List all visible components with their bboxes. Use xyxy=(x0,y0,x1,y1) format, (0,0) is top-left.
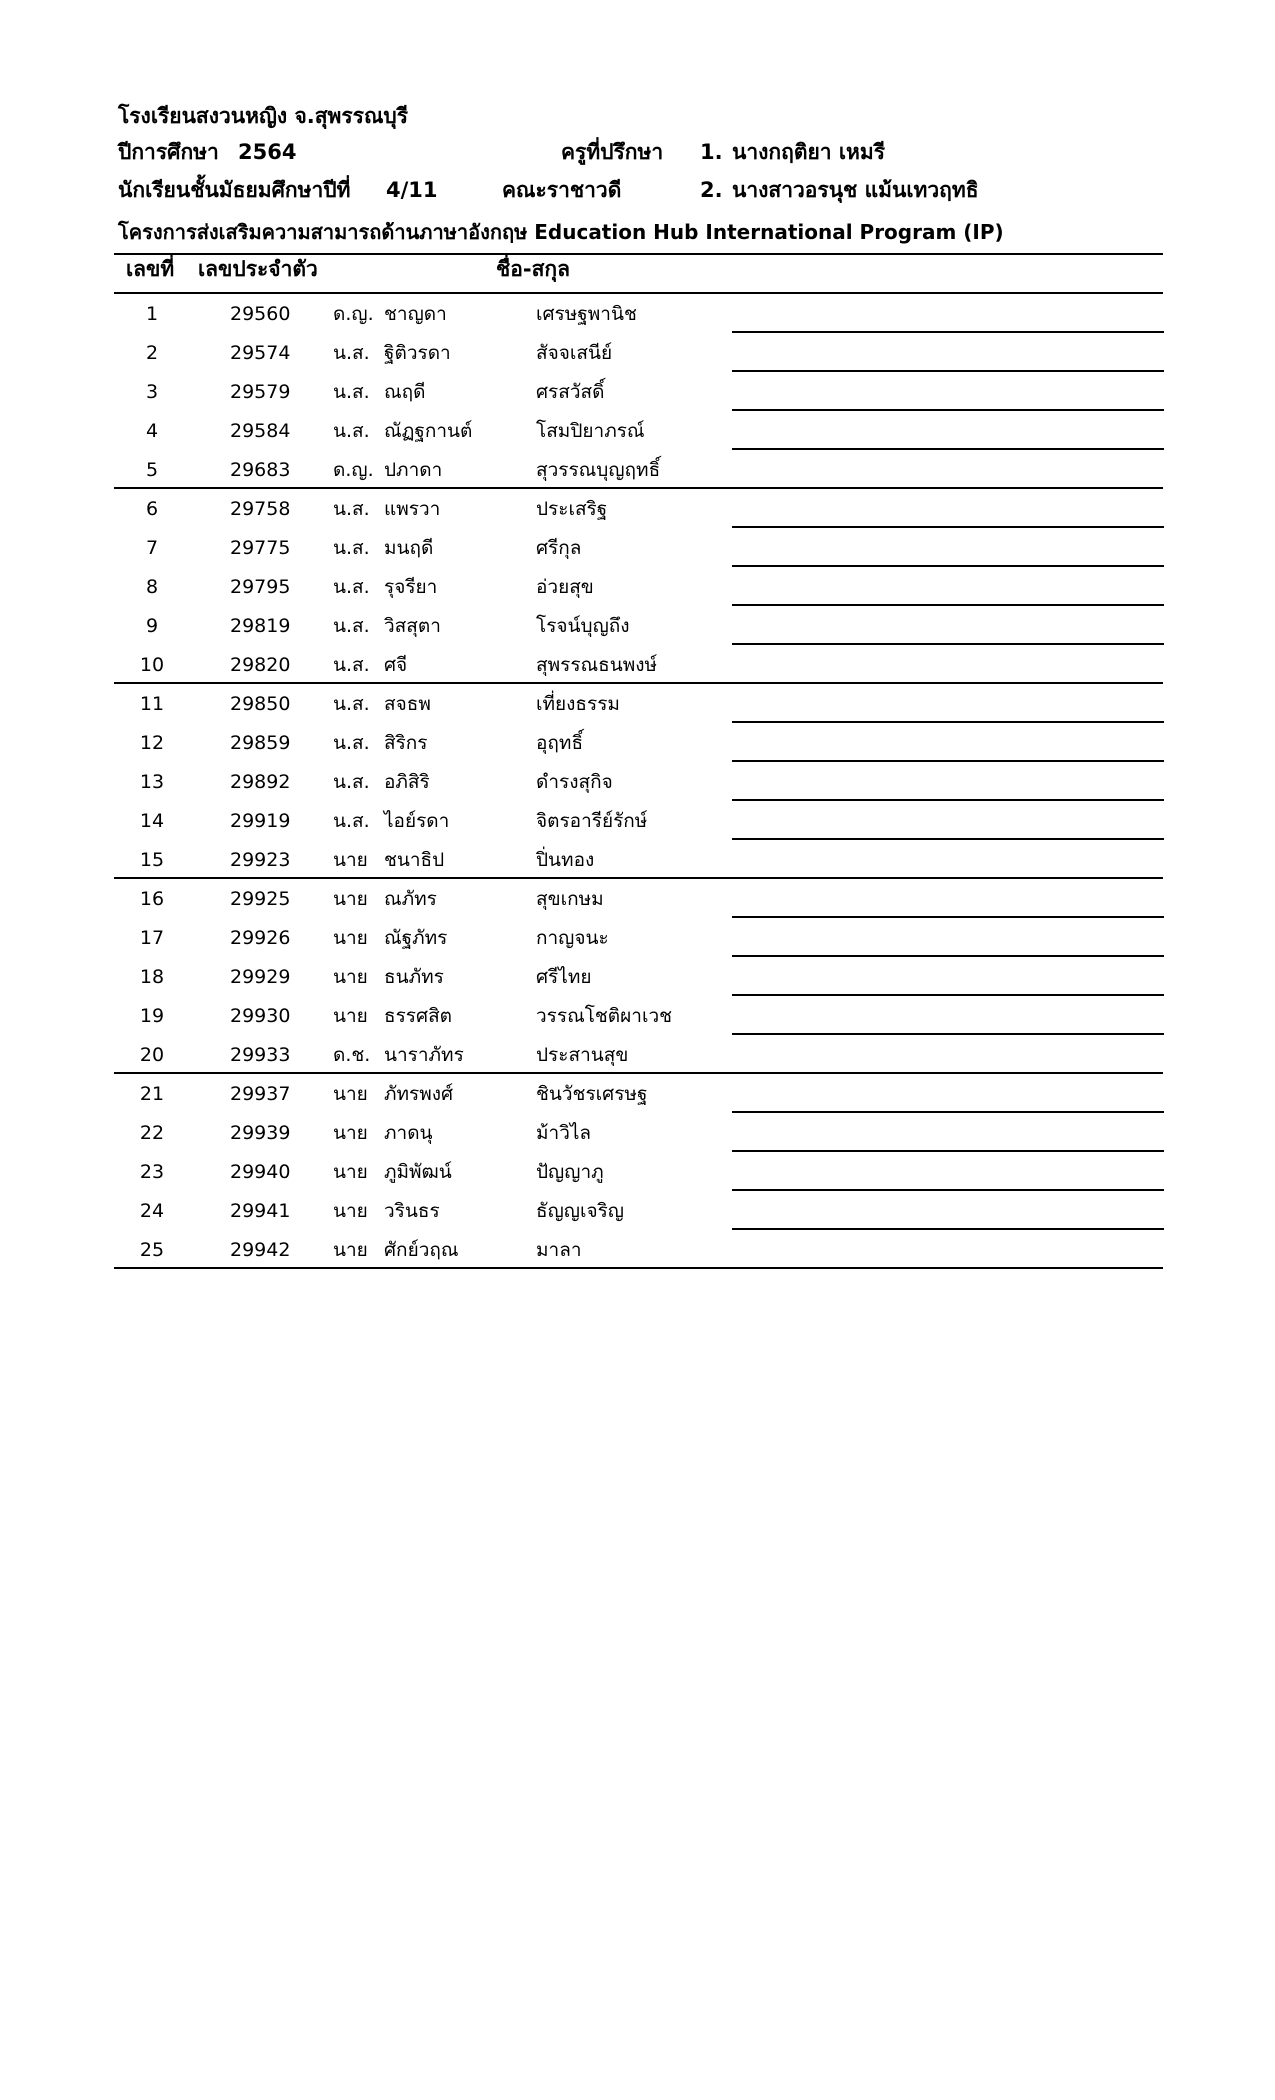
name-prefix: น.ส. xyxy=(333,537,370,559)
first-name: แพรวา xyxy=(384,498,441,520)
student-id: 29937 xyxy=(230,1083,291,1105)
student-id: 29574 xyxy=(230,342,291,364)
first-name: ศจี xyxy=(384,654,408,676)
last-name: ธัญญเจริญ xyxy=(536,1200,624,1222)
last-name: ชินวัชรเศรษฐ xyxy=(536,1083,648,1105)
last-name: สุขเกษม xyxy=(536,888,604,910)
name-prefix: น.ส. xyxy=(333,420,370,442)
faculty-name: คณะราชาวดี xyxy=(502,178,622,202)
row-number: 10 xyxy=(139,654,165,676)
school-name: โรงเรียนสงวนหญิง จ.สุพรรณบุรี xyxy=(118,104,409,128)
advisor-label: ครูที่ปรึกษา xyxy=(561,140,664,164)
last-name: ประเสริฐ xyxy=(536,498,608,520)
table-row xyxy=(0,567,1275,606)
program-title: โครงการส่งเสริมความสามารถด้านภาษาอังกฤษ Education Hub International Program (IP) xyxy=(118,220,1004,244)
name-prefix: น.ส. xyxy=(333,498,370,520)
last-name: ประสานสุข xyxy=(536,1044,629,1066)
table-row xyxy=(0,333,1275,372)
student-id: 29929 xyxy=(230,966,291,988)
column-header-name: ชื่อ-สกุล xyxy=(496,257,570,281)
table-row xyxy=(0,996,1275,1035)
student-id: 29940 xyxy=(230,1161,291,1183)
advisor-1-name: นางกฤติยา เหมรี xyxy=(732,140,886,164)
last-name: อ่วยสุข xyxy=(536,576,594,598)
first-name: วรินธร xyxy=(384,1200,440,1222)
first-name: วิสสุตา xyxy=(384,615,441,637)
name-prefix: น.ส. xyxy=(333,576,370,598)
first-name: ภูมิพัฒน์ xyxy=(384,1161,452,1183)
student-id: 29939 xyxy=(230,1122,291,1144)
row-number: 7 xyxy=(145,537,159,559)
first-name: ปภาดา xyxy=(384,459,443,481)
table-row xyxy=(0,1230,1275,1269)
table-row xyxy=(0,645,1275,684)
last-name: วรรณโชติผาเวช xyxy=(536,1005,673,1027)
first-name: ฐิติวรดา xyxy=(384,342,451,364)
first-name: ภัทรพงศ์ xyxy=(384,1083,454,1105)
student-id: 29925 xyxy=(230,888,291,910)
last-name: ปิ่นทอง xyxy=(536,849,595,871)
last-name: ม้าวิไล xyxy=(536,1122,592,1144)
table-row xyxy=(0,801,1275,840)
table-row xyxy=(0,879,1275,918)
row-number: 2 xyxy=(145,342,159,364)
student-id: 29579 xyxy=(230,381,291,403)
row-number: 18 xyxy=(139,966,165,988)
name-prefix: นาย xyxy=(333,849,368,871)
row-number: 3 xyxy=(145,381,159,403)
student-id: 29584 xyxy=(230,420,291,442)
student-id: 29560 xyxy=(230,303,291,325)
table-row xyxy=(0,957,1275,996)
row-number: 9 xyxy=(145,615,159,637)
table-row xyxy=(0,528,1275,567)
name-prefix: ด.ญ. xyxy=(333,459,374,481)
name-prefix: ด.ญ. xyxy=(333,303,374,325)
class-number: 4/11 xyxy=(386,178,438,202)
table-row xyxy=(0,1191,1275,1230)
row-number: 17 xyxy=(139,927,165,949)
student-id: 29942 xyxy=(230,1239,291,1261)
name-prefix: น.ส. xyxy=(333,381,370,403)
first-name: ภาดนุ xyxy=(384,1122,433,1144)
first-name: รุจรียา xyxy=(384,576,438,598)
first-name: ณภัทร xyxy=(384,888,437,910)
first-name: ณัฏฐกานต์ xyxy=(384,420,473,442)
name-prefix: นาย xyxy=(333,888,368,910)
row-number: 23 xyxy=(139,1161,165,1183)
row-number: 22 xyxy=(139,1122,165,1144)
name-prefix: นาย xyxy=(333,1005,368,1027)
name-prefix: น.ส. xyxy=(333,732,370,754)
last-name: ศรีกุล xyxy=(536,537,582,559)
row-number: 15 xyxy=(139,849,165,871)
table-row xyxy=(0,450,1275,489)
first-name: สจธพ xyxy=(384,693,431,715)
first-name: ไอย์รดา xyxy=(384,810,450,832)
first-name: อภิสิริ xyxy=(384,771,430,793)
last-name: ศรีไทย xyxy=(536,966,592,988)
name-prefix: นาย xyxy=(333,1161,368,1183)
row-number: 20 xyxy=(139,1044,165,1066)
table-row xyxy=(0,762,1275,801)
column-header-no: เลขที่ xyxy=(126,257,175,281)
last-name: สัจจเสนีย์ xyxy=(536,342,613,364)
class-label: นักเรียนชั้นมัธยมศึกษาปีที่ xyxy=(118,178,351,202)
table-row xyxy=(0,489,1275,528)
row-number: 14 xyxy=(139,810,165,832)
name-prefix: น.ส. xyxy=(333,342,370,364)
student-id: 29923 xyxy=(230,849,291,871)
student-id: 29941 xyxy=(230,1200,291,1222)
student-id: 29933 xyxy=(230,1044,291,1066)
last-name: ศรสวัสดิ์ xyxy=(536,381,605,403)
first-name: มนฤดี xyxy=(384,537,434,559)
last-name: กาญจนะ xyxy=(536,927,609,949)
row-number: 19 xyxy=(139,1005,165,1027)
name-prefix: ด.ช. xyxy=(333,1044,371,1066)
table-row xyxy=(0,684,1275,723)
student-id: 29892 xyxy=(230,771,291,793)
last-name: สุพรรณธนพงษ์ xyxy=(536,654,658,676)
last-name: ปัญญาภู xyxy=(536,1161,604,1183)
first-name: ณฤดี xyxy=(384,381,426,403)
name-prefix: น.ส. xyxy=(333,771,370,793)
first-name: ชนาธิป xyxy=(384,849,445,871)
first-name: ธนภัทร xyxy=(384,966,444,988)
first-name: ณัฐภัทร xyxy=(384,927,448,949)
row-number: 8 xyxy=(145,576,159,598)
student-id: 29926 xyxy=(230,927,291,949)
name-prefix: น.ส. xyxy=(333,615,370,637)
table-row xyxy=(0,723,1275,762)
row-number: 13 xyxy=(139,771,165,793)
student-id: 29850 xyxy=(230,693,291,715)
first-name: ชาญดา xyxy=(384,303,447,325)
name-prefix: น.ส. xyxy=(333,810,370,832)
last-name: โรจน์บุญถึง xyxy=(536,615,630,637)
student-id: 29683 xyxy=(230,459,291,481)
student-id: 29930 xyxy=(230,1005,291,1027)
table-row xyxy=(0,1074,1275,1113)
academic-year: 2564 xyxy=(238,140,297,164)
student-id: 29775 xyxy=(230,537,291,559)
student-id: 29795 xyxy=(230,576,291,598)
first-name: ธรรศสิต xyxy=(384,1005,453,1027)
name-prefix: นาย xyxy=(333,1083,368,1105)
name-prefix: น.ส. xyxy=(333,654,370,676)
table-row xyxy=(0,606,1275,645)
row-number: 21 xyxy=(139,1083,165,1105)
last-name: อุฤทธิ์ xyxy=(536,732,584,754)
row-number: 1 xyxy=(145,303,159,325)
name-prefix: นาย xyxy=(333,1239,368,1261)
row-number: 12 xyxy=(139,732,165,754)
advisor-1-number: 1. xyxy=(700,140,723,164)
last-name: สุวรรณบุญฤทธิ์ xyxy=(536,459,661,481)
row-number: 11 xyxy=(139,693,165,715)
last-name: มาลา xyxy=(536,1239,582,1261)
table-row xyxy=(0,1113,1275,1152)
row-number: 5 xyxy=(145,459,159,481)
student-id: 29919 xyxy=(230,810,291,832)
table-row xyxy=(0,1035,1275,1074)
academic-year-label: ปีการศึกษา xyxy=(118,140,219,164)
row-number: 24 xyxy=(139,1200,165,1222)
first-name: สิริกร xyxy=(384,732,428,754)
name-prefix: นาย xyxy=(333,966,368,988)
name-prefix: น.ส. xyxy=(333,693,370,715)
first-name: ศักย์วฤณ xyxy=(384,1239,459,1261)
last-name: ดำรงสุกิจ xyxy=(536,771,613,793)
row-number: 25 xyxy=(139,1239,165,1261)
last-name: เที่ยงธรรม xyxy=(536,693,620,715)
row-number: 6 xyxy=(145,498,159,520)
name-prefix: นาย xyxy=(333,1122,368,1144)
row-number: 16 xyxy=(139,888,165,910)
last-name: เศรษฐพานิช xyxy=(536,303,637,325)
advisor-2-number: 2. xyxy=(700,178,723,202)
first-name: นาราภัทร xyxy=(384,1044,464,1066)
last-name: จิตรอารีย์รักษ์ xyxy=(536,810,648,832)
student-id: 29859 xyxy=(230,732,291,754)
student-id: 29819 xyxy=(230,615,291,637)
last-name: โสมปิยาภรณ์ xyxy=(536,420,645,442)
name-prefix: นาย xyxy=(333,927,368,949)
row-number: 4 xyxy=(145,420,159,442)
column-header-id: เลขประจำตัว xyxy=(198,257,318,281)
table-row xyxy=(0,372,1275,411)
student-id: 29820 xyxy=(230,654,291,676)
table-row xyxy=(0,294,1275,333)
student-id: 29758 xyxy=(230,498,291,520)
table-row xyxy=(0,918,1275,957)
advisor-2-name: นางสาวอรนุช แม้นเทวฤทธิ xyxy=(732,178,979,202)
name-prefix: นาย xyxy=(333,1200,368,1222)
table-row xyxy=(0,411,1275,450)
table-row xyxy=(0,1152,1275,1191)
table-row xyxy=(0,840,1275,879)
